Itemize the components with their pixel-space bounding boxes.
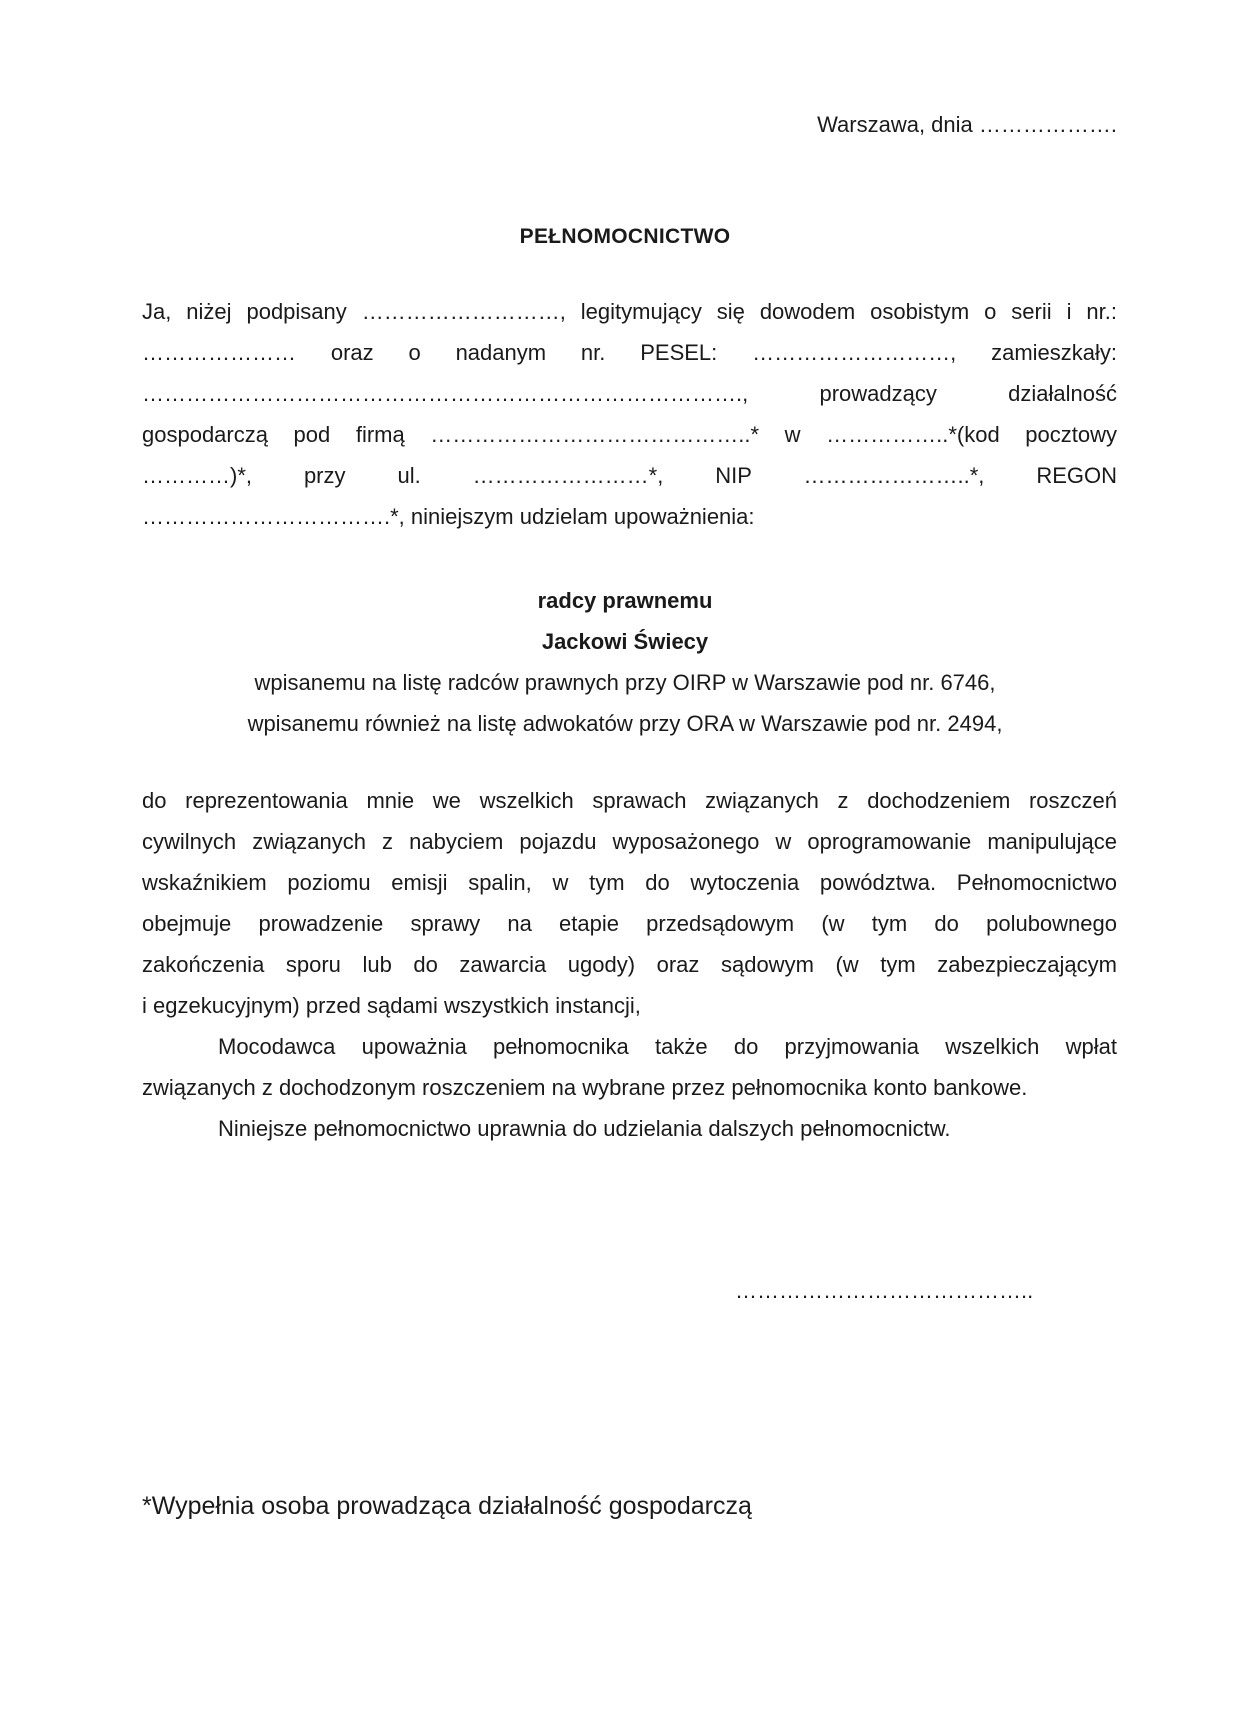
scope-line: zakończenia sporu lub do zawarcia ugody) oraz sądowym (w tym zabezpieczającym bbox=[142, 952, 1117, 977]
scope-paragraph bbox=[142, 780, 1117, 1026]
payments-paragraph bbox=[142, 1026, 1117, 1108]
substitution-paragraph bbox=[142, 1108, 1117, 1149]
payments-line: związanych z dochodzonym roszczeniem na wybrane przez pełnomocnika konto bankowe. bbox=[142, 1075, 1028, 1100]
payments-line: Mocodawca upoważnia pełnomocnika także do przyjmowania wszelkich wpłat bbox=[218, 1034, 1117, 1059]
attorney-registration-oirp: wpisanemu na listę radców prawnych przy OIRP w Warszawie pod nr. 6746, bbox=[254, 670, 996, 695]
scope-line: cywilnych związanych z nabyciem pojazdu wyposażonego w oprogramowanie manipulujące bbox=[142, 829, 1117, 854]
attorney-role: radcy prawnemu bbox=[537, 588, 713, 613]
intro-line: Ja, niżej podpisany ………………………, legitymujący się dowodem osobistym o serii i nr.: bbox=[142, 299, 1117, 324]
attorney-name: Jackowi Świecy bbox=[541, 629, 709, 654]
intro-line: ………………………………………………………………………., prowadzący działalność bbox=[142, 381, 1117, 406]
attorney-block bbox=[0, 580, 1250, 744]
intro-line: ………………… oraz o nadanym nr. PESEL: ………………………, zamieszkały: bbox=[142, 340, 1117, 365]
intro-line: …………………………….*, niniejszym udzielam upoważnienia: bbox=[142, 504, 755, 529]
document-title: PEŁNOMOCNICTWO bbox=[519, 225, 731, 248]
intro-line: gospodarczą pod firmą ……………………………………..* w ……………..*(kod pocztowy bbox=[142, 422, 1117, 447]
substitution-line: Niniejsze pełnomocnictwo uprawnia do udzielania dalszych pełnomocnictw. bbox=[218, 1116, 951, 1141]
attorney-registration-ora: wpisanemu również na listę adwokatów przy ORA w Warszawie pod nr. 2494, bbox=[247, 711, 1003, 736]
scope-line: wskaźnikiem poziomu emisji spalin, w tym do wytoczenia powództwa. Pełnomocnictwo bbox=[142, 870, 1117, 895]
footnote: *Wypełnia osoba prowadząca działalność gospodarczą bbox=[142, 1492, 752, 1520]
intro-paragraph bbox=[142, 291, 1117, 537]
scope-line: i egzekucyjnym) przed sądami wszystkich instancji, bbox=[142, 993, 641, 1018]
signature-line: ………………………………….. bbox=[735, 1278, 1034, 1303]
scope-line: do reprezentowania mnie we wszelkich sprawach związanych z dochodzeniem roszczeń bbox=[142, 788, 1117, 813]
date-line: Warszawa, dnia ………………. bbox=[817, 112, 1117, 137]
intro-line: …………)*, przy ul. ……………………*, NIP …………………..*, REGON bbox=[142, 463, 1117, 488]
scope-line: obejmuje prowadzenie sprawy na etapie przedsądowym (w tym do polubownego bbox=[142, 911, 1117, 936]
